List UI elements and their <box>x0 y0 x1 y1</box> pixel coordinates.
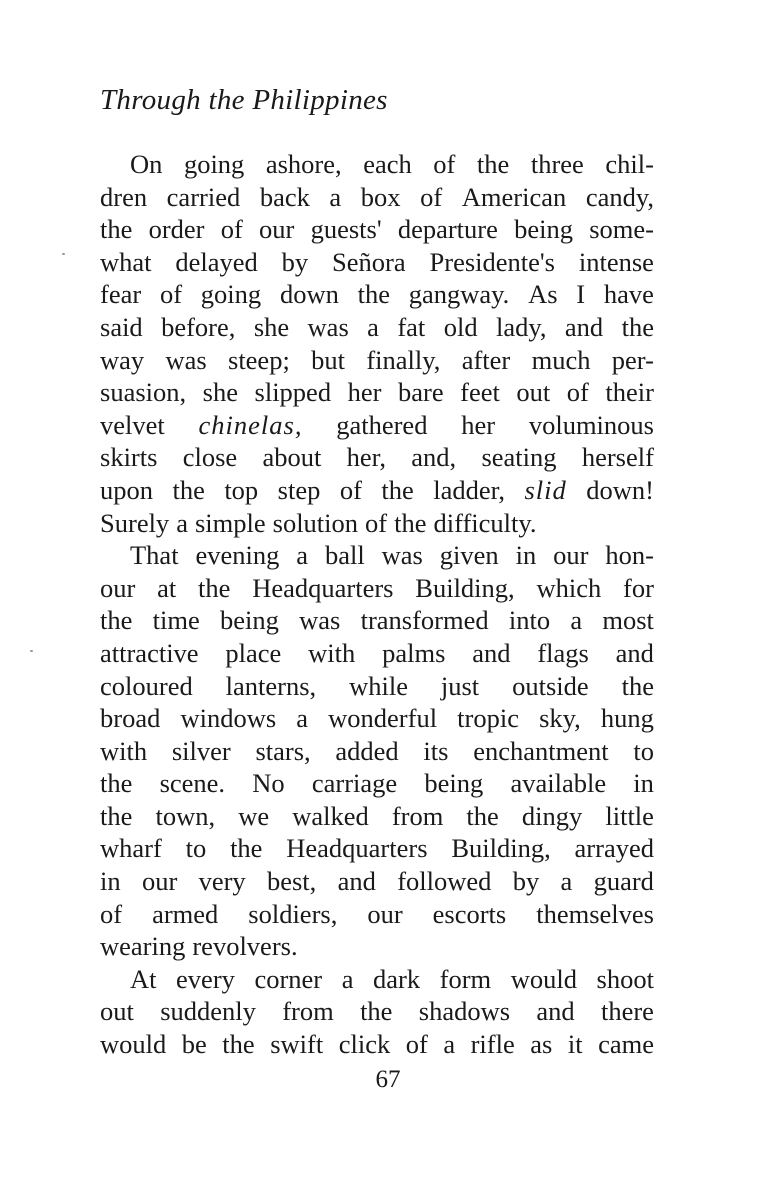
word: given <box>439 540 499 571</box>
text-line <box>100 278 654 311</box>
word: At <box>130 963 157 994</box>
word: attractive <box>100 637 199 668</box>
word: the <box>198 572 231 603</box>
word: while <box>349 670 408 701</box>
word: of <box>365 507 388 538</box>
word: velvet <box>100 409 165 440</box>
word: departure <box>397 214 498 245</box>
word: way <box>100 344 145 375</box>
word: from <box>391 800 444 831</box>
emphasized-word: slid <box>524 474 567 505</box>
word: flags <box>537 637 589 668</box>
word: steep; <box>228 344 290 375</box>
word: guests' <box>310 214 382 245</box>
word: wharf <box>100 833 162 864</box>
word: simple <box>194 507 266 538</box>
word: the <box>466 800 499 831</box>
word: what <box>100 246 152 277</box>
word: bare <box>397 377 444 408</box>
word: gangway. <box>408 279 510 310</box>
word: That <box>130 540 179 571</box>
word: and <box>536 996 575 1027</box>
word: being <box>424 768 484 799</box>
word: chil- <box>605 149 654 179</box>
word: available <box>510 768 607 799</box>
word: down! <box>586 474 654 505</box>
word: difficulty. <box>433 507 537 538</box>
text-line <box>100 702 654 735</box>
word: of <box>220 214 243 245</box>
word: soldiers, <box>248 898 338 929</box>
text-line <box>100 604 654 637</box>
text-line <box>100 474 654 507</box>
word: box <box>360 181 401 212</box>
word: much <box>531 344 591 375</box>
word: to <box>185 833 207 864</box>
word: a <box>296 540 309 571</box>
word: wearing <box>100 931 186 962</box>
word: out <box>516 377 551 408</box>
word: by <box>281 246 309 277</box>
word: feet <box>460 377 500 408</box>
word: our <box>141 866 178 897</box>
word: would <box>510 963 577 994</box>
word: enchantment <box>473 735 609 766</box>
word: our <box>259 214 295 245</box>
word: I <box>576 279 586 310</box>
word: ladder, <box>433 474 505 505</box>
word: her <box>347 377 382 408</box>
word: into <box>508 605 551 636</box>
word: about <box>262 442 322 473</box>
word: in <box>633 768 654 799</box>
word: Señora <box>332 246 406 277</box>
word: dren <box>100 181 148 212</box>
word: the <box>230 833 263 864</box>
word: escorts <box>432 898 507 929</box>
text-line <box>100 213 654 246</box>
text-line <box>100 1028 654 1061</box>
word: followed <box>397 866 492 897</box>
word: form <box>439 963 492 994</box>
text-line <box>100 670 654 703</box>
word: at <box>157 572 177 603</box>
word: herself <box>581 442 654 473</box>
word: she <box>202 377 238 408</box>
word: their <box>605 377 654 408</box>
word: of <box>420 181 443 212</box>
word: be <box>181 1029 207 1060</box>
word: upon <box>100 474 153 505</box>
word: out <box>100 996 134 1027</box>
word: lady, <box>495 311 547 342</box>
word: wonderful <box>328 703 438 734</box>
text-line <box>100 637 654 670</box>
text-line <box>100 865 654 898</box>
word: was <box>299 605 341 636</box>
text-line <box>100 995 654 1028</box>
scan-speck <box>30 650 33 652</box>
text-line <box>100 409 654 442</box>
word: the <box>100 800 133 831</box>
word: guard <box>593 866 654 897</box>
running-head: Through the Philippines <box>100 84 388 116</box>
word: the <box>222 1029 255 1060</box>
word: seating <box>481 442 557 473</box>
text-line <box>100 832 654 865</box>
word: a <box>570 605 583 636</box>
word: of <box>159 279 183 310</box>
word: step <box>277 474 321 505</box>
text-line <box>100 898 654 931</box>
text-line <box>100 344 654 377</box>
text-line <box>100 507 654 540</box>
word: rifle <box>470 1029 515 1060</box>
word: delayed <box>175 246 258 277</box>
word: lanterns, <box>225 670 317 701</box>
word: suddenly <box>160 996 256 1027</box>
word: with <box>100 735 148 766</box>
word: As <box>528 279 558 310</box>
word: themselves <box>536 898 654 929</box>
word: scene. <box>159 768 226 799</box>
word: our <box>553 540 589 571</box>
word: as <box>530 1029 553 1060</box>
word: a <box>329 181 342 212</box>
word: her <box>461 409 496 440</box>
word: solution <box>272 507 359 538</box>
word: per- <box>611 344 654 375</box>
word: a <box>176 507 188 538</box>
word: ashore, <box>265 149 342 179</box>
word: broad <box>100 703 161 734</box>
word: but <box>311 344 345 375</box>
word: each <box>363 149 412 179</box>
word: to <box>633 735 654 766</box>
word: Headquarters <box>286 833 428 864</box>
word: Building, <box>451 833 551 864</box>
word: for <box>623 572 654 603</box>
word: of <box>566 377 589 408</box>
word: dingy <box>521 800 583 831</box>
word: order <box>148 214 205 245</box>
word: Headquarters <box>252 572 394 603</box>
word: and <box>615 637 654 668</box>
word: it <box>567 1029 583 1060</box>
word: On <box>130 149 163 179</box>
word: little <box>605 800 654 831</box>
word: arrayed <box>574 833 654 864</box>
word: corner <box>254 963 323 994</box>
word: the <box>100 214 133 245</box>
word: was <box>165 344 207 375</box>
word: of <box>100 898 123 929</box>
word: the <box>476 149 510 179</box>
word: suasion, <box>100 377 187 408</box>
text-line <box>100 930 654 963</box>
word: candy, <box>585 181 654 212</box>
text-line <box>100 963 654 996</box>
word: in <box>515 540 537 571</box>
word: gathered <box>336 409 428 440</box>
word: time <box>152 605 200 636</box>
text-line <box>100 800 654 833</box>
text-line <box>100 572 654 605</box>
word: with <box>308 637 356 668</box>
word: just <box>440 670 480 701</box>
word: palms <box>382 637 446 668</box>
word: some- <box>589 214 654 245</box>
word: best, <box>266 866 317 897</box>
word: coloured <box>100 670 193 701</box>
word: American <box>461 181 567 212</box>
word: hung <box>600 703 654 734</box>
word: transformed <box>360 605 489 636</box>
word: sky, <box>539 703 581 734</box>
word: from <box>282 996 334 1027</box>
word: intense <box>578 246 654 277</box>
word: stars, <box>255 735 311 766</box>
word: have <box>603 279 654 310</box>
text-line <box>100 735 654 768</box>
word: place <box>225 637 282 668</box>
word: top <box>224 474 259 505</box>
word: being <box>514 214 573 245</box>
word: silver <box>171 735 231 766</box>
word: our <box>367 898 403 929</box>
word: shoot <box>596 963 654 994</box>
scan-speck <box>62 253 65 255</box>
text-line <box>100 767 654 800</box>
text-line <box>100 148 654 181</box>
word: Building, <box>415 572 515 603</box>
word: walked <box>292 800 369 831</box>
word: the <box>381 474 414 505</box>
word: the <box>100 768 133 799</box>
word: windows <box>180 703 277 734</box>
word: before, <box>161 311 236 342</box>
word: a <box>443 1029 456 1060</box>
word: of <box>433 149 456 179</box>
word: fat <box>397 311 426 342</box>
word: a <box>296 703 309 734</box>
word: back <box>259 181 310 212</box>
word: three <box>530 149 584 179</box>
word: town, <box>155 800 216 831</box>
text-line <box>100 539 654 572</box>
word: every <box>176 963 235 994</box>
word: would <box>100 1029 167 1060</box>
text-line <box>100 181 654 214</box>
body-text <box>100 148 654 1061</box>
word: its <box>423 735 449 766</box>
word: ball <box>324 540 365 571</box>
word: she <box>253 311 290 342</box>
word: the <box>621 311 654 342</box>
word: revolvers. <box>192 931 298 962</box>
word: carriage <box>311 768 398 799</box>
word: the <box>394 507 427 538</box>
word: which <box>536 572 602 603</box>
word: the <box>357 279 390 310</box>
word: outside <box>512 670 589 701</box>
page-number: 67 <box>375 1066 401 1093</box>
word: of <box>405 1029 428 1060</box>
word: No <box>252 768 285 799</box>
word: finally, <box>366 344 441 375</box>
word: close <box>182 442 238 473</box>
word: hon- <box>605 540 654 571</box>
word: very <box>198 866 246 897</box>
word: and, <box>411 442 457 473</box>
word: the <box>100 605 133 636</box>
word: our <box>100 572 136 603</box>
word: evening <box>195 540 280 571</box>
word: and <box>472 637 511 668</box>
word: armed <box>152 898 219 929</box>
word: shadows <box>418 996 511 1027</box>
word: a <box>560 866 573 897</box>
word: there <box>600 996 654 1027</box>
word: dark <box>373 963 421 994</box>
word: the <box>172 474 205 505</box>
word: down <box>279 279 339 310</box>
word: voluminous <box>528 409 654 440</box>
word: said <box>100 311 143 342</box>
word: tropic <box>457 703 519 734</box>
word: swift <box>270 1029 324 1060</box>
word: by <box>512 866 540 897</box>
word: fear <box>100 279 142 310</box>
word: and <box>337 866 376 897</box>
word: the <box>360 996 393 1027</box>
text-line <box>100 441 654 474</box>
word: going <box>183 149 245 179</box>
word: click <box>338 1029 391 1060</box>
word: slipped <box>254 377 332 408</box>
word: of <box>339 474 362 505</box>
word: most <box>602 605 654 636</box>
word: carried <box>166 181 241 212</box>
word: and <box>564 311 604 342</box>
text-line <box>100 311 654 344</box>
word: Presidente's <box>429 246 555 277</box>
word: going <box>200 279 262 310</box>
word: a <box>367 311 379 342</box>
word: in <box>100 866 121 897</box>
text-line <box>100 376 654 409</box>
word: was <box>381 540 423 571</box>
emphasized-word: chinelas, <box>198 409 303 440</box>
word: being <box>219 605 279 636</box>
word: added <box>335 735 399 766</box>
word: skirts <box>100 442 158 473</box>
word: we <box>238 800 270 831</box>
text-line <box>100 246 654 279</box>
word: came <box>598 1029 654 1060</box>
word: the <box>621 670 654 701</box>
word: was <box>307 311 349 342</box>
word: her, <box>346 442 387 473</box>
word: a <box>341 963 354 994</box>
word: old <box>443 311 478 342</box>
word: Surely <box>100 507 170 538</box>
word: after <box>461 344 511 375</box>
